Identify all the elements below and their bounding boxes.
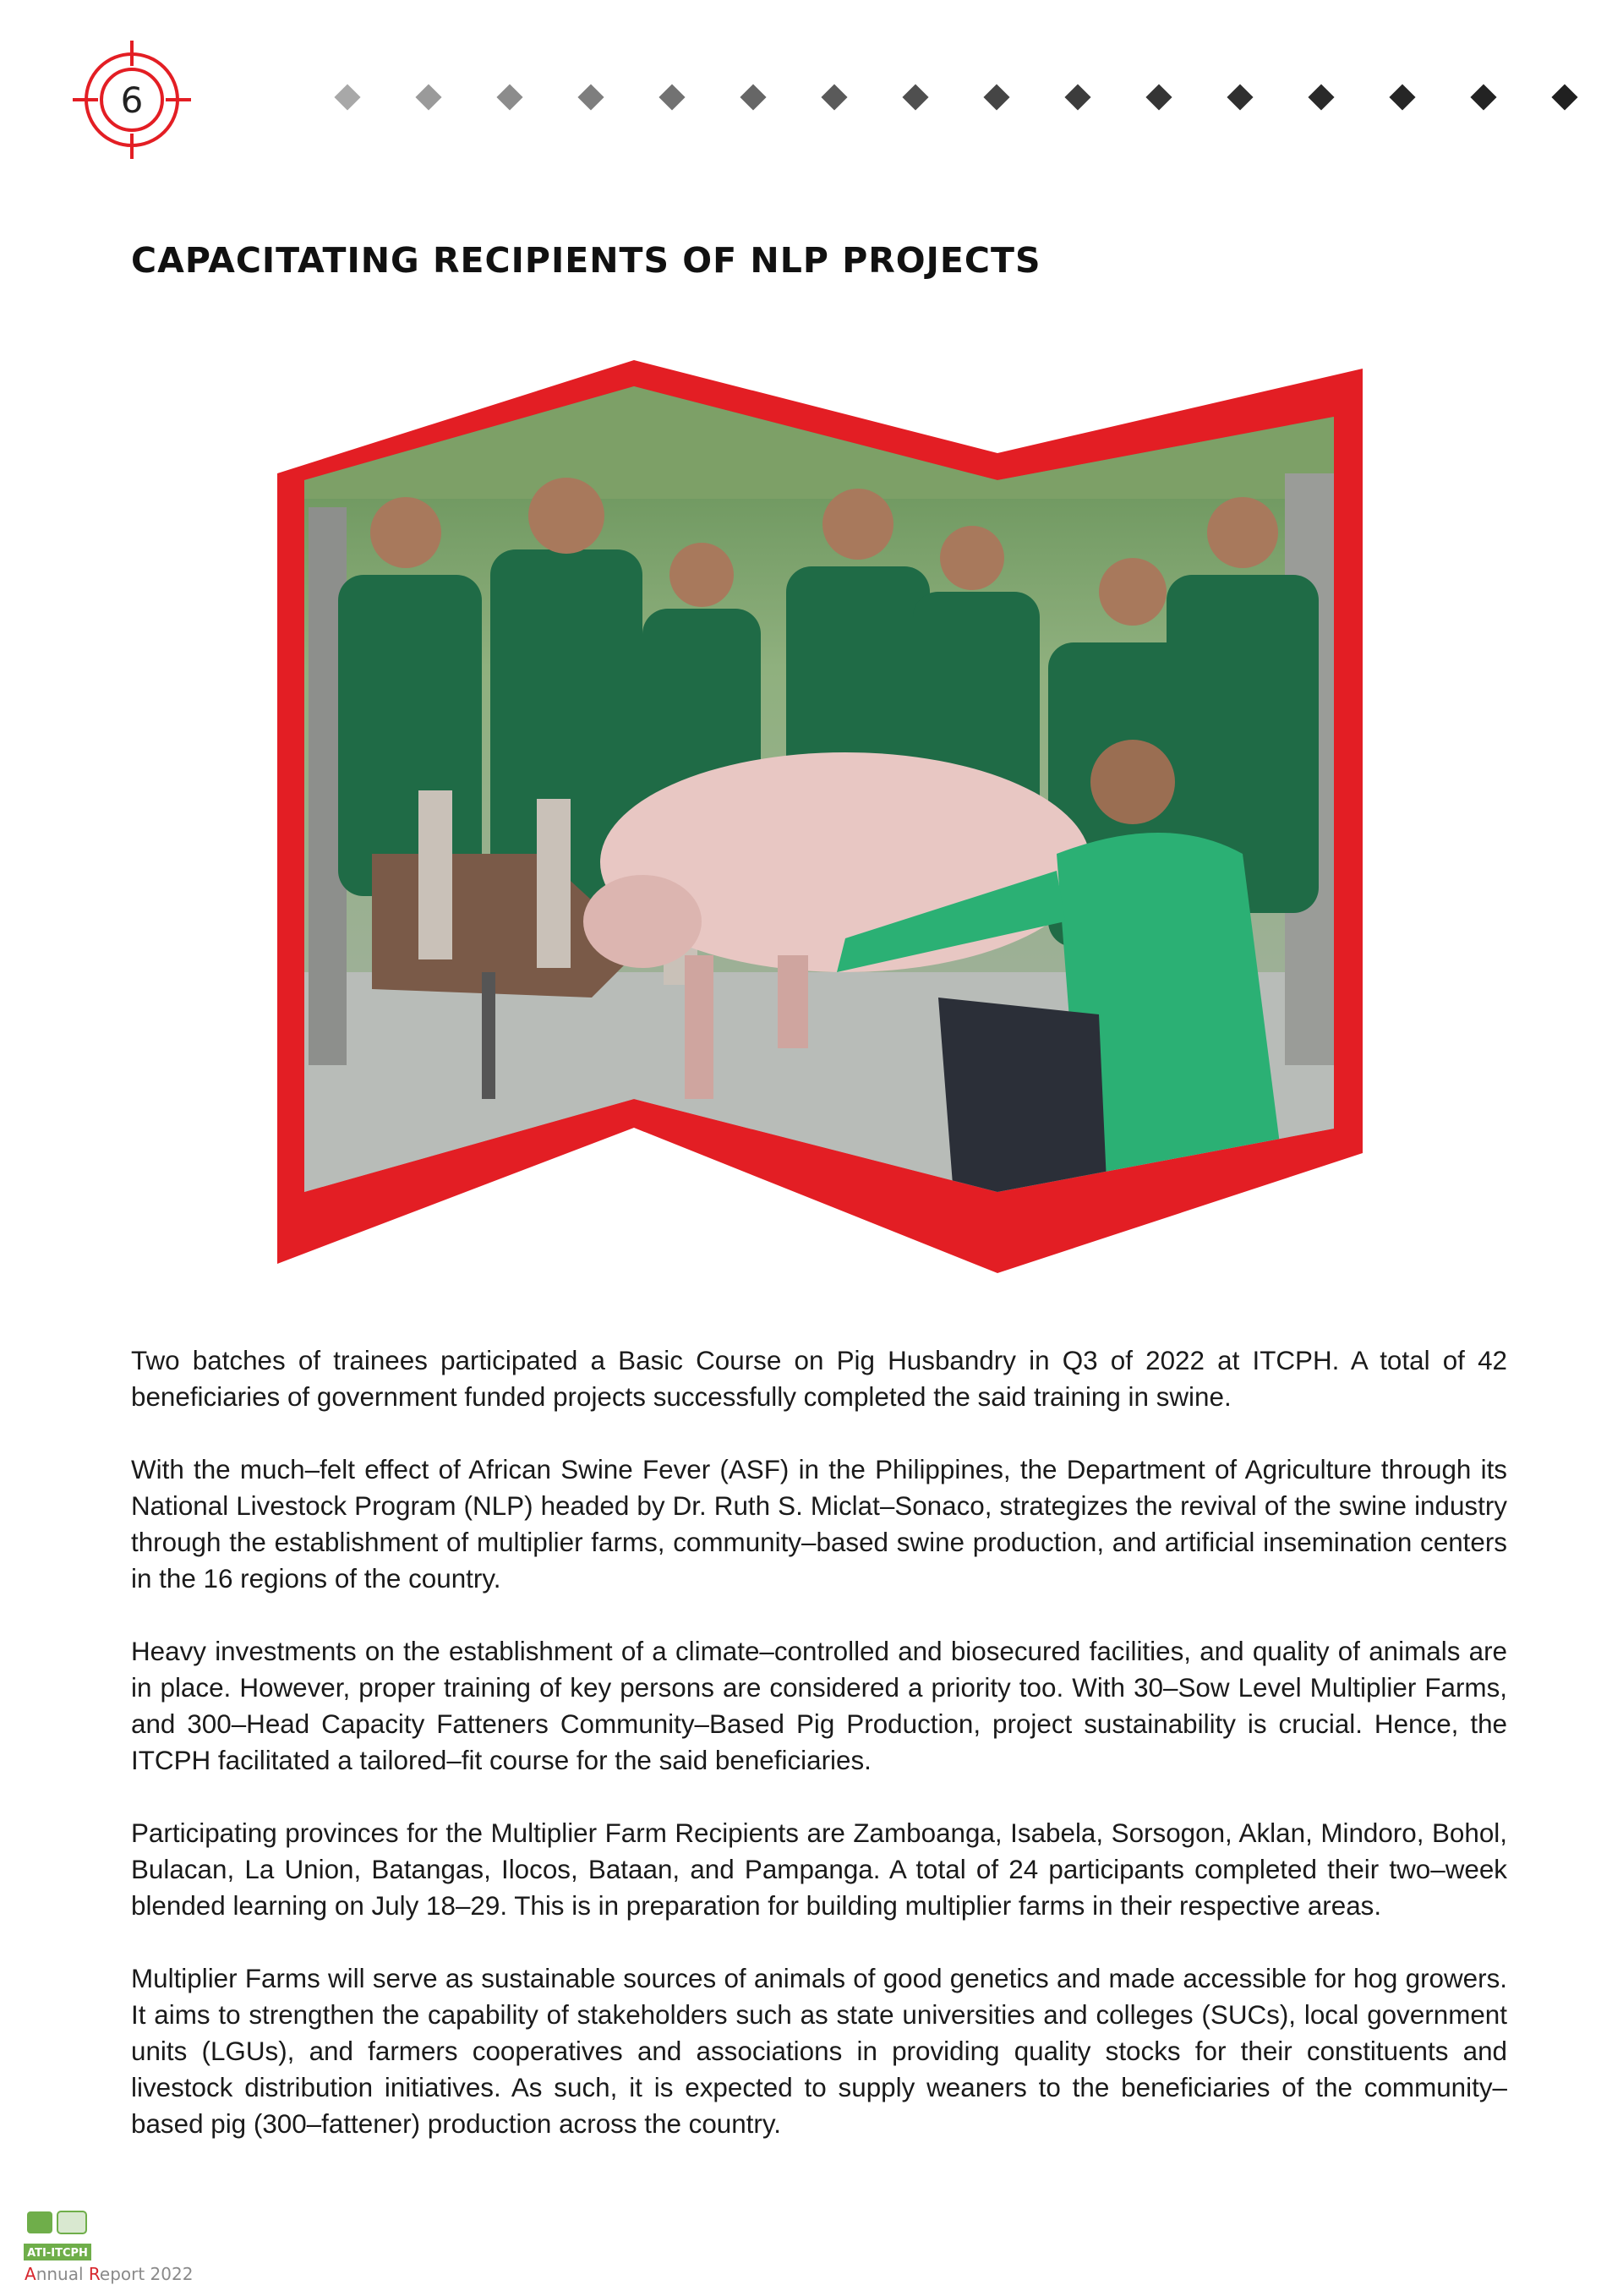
photo-trainees-pig-demonstration <box>287 372 1352 1226</box>
annual-report-label: Annual Report 2022 <box>25 2264 194 2284</box>
logo-label: ATI-ITCPH <box>27 2247 88 2260</box>
paragraph-5: Multiplier Farms will serve as sustainable sources of animals of good genetics and made accessible for hog growers. It aims to strengthen the capability of stakeholders such as state universities and colleges (SUCs), local government units (LGUs), and farmers cooperatives and associations in providing quality stocks for their constituents and livestock distribution initiatives. As such, it is expected to supply weaners to the beneficiaries of the community–based pig (300–fattener) production across the country. <box>131 1964 1507 2139</box>
article-body <box>131 1342 1507 2178</box>
paragraph-4: Participating provinces for the Multiplier Farm Recipients are Zamboanga, Isabela, Sorsogon, Aklan, Mindoro, Bohol, Bulacan, La Union, Batangas, Ilocos, Bataan, and Pampanga. A total of 24 participants completed their two–week blended learning on July 18–29. This is in preparation for building multiplier farms in their respective areas. <box>131 1818 1507 1921</box>
paragraph-2: With the much–felt effect of African Swine Fever (ASF) in the Philippines, the Department of Agriculture through its National Livestock Program (NLP) headed by Dr. Ruth S. Miclat–Sonaco, strategizes the revival of the swine industry through the establishment of multiplier farms, community–based swine production, and artificial insemination centers in the 16 regions of the country. <box>131 1455 1507 1594</box>
article-title: CAPACITATING RECIPIENTS OF NLP PROJECTS <box>131 240 1041 281</box>
paragraph-3: Heavy investments on the establishment of a climate–controlled and biosecured facilities, and quality of animals are in place. However, proper training of key persons are considered a priority too. With 30–Sow Level Multiplier Farms, and 300–Head Capacity Fatteners Community–Based Pig Production, project sustainability is crucial. Hence, the ITCPH facilitated a tailored–fit course for the said beneficiaries. <box>131 1637 1507 1775</box>
page-number: 6 <box>120 79 144 121</box>
paragraph-1: Two batches of trainees participated a Basic Course on Pig Husbandry in Q3 of 2022 at ITCPH. A total of 42 beneficiaries of government funded projects successfully completed the said training in swine. <box>131 1346 1507 1412</box>
